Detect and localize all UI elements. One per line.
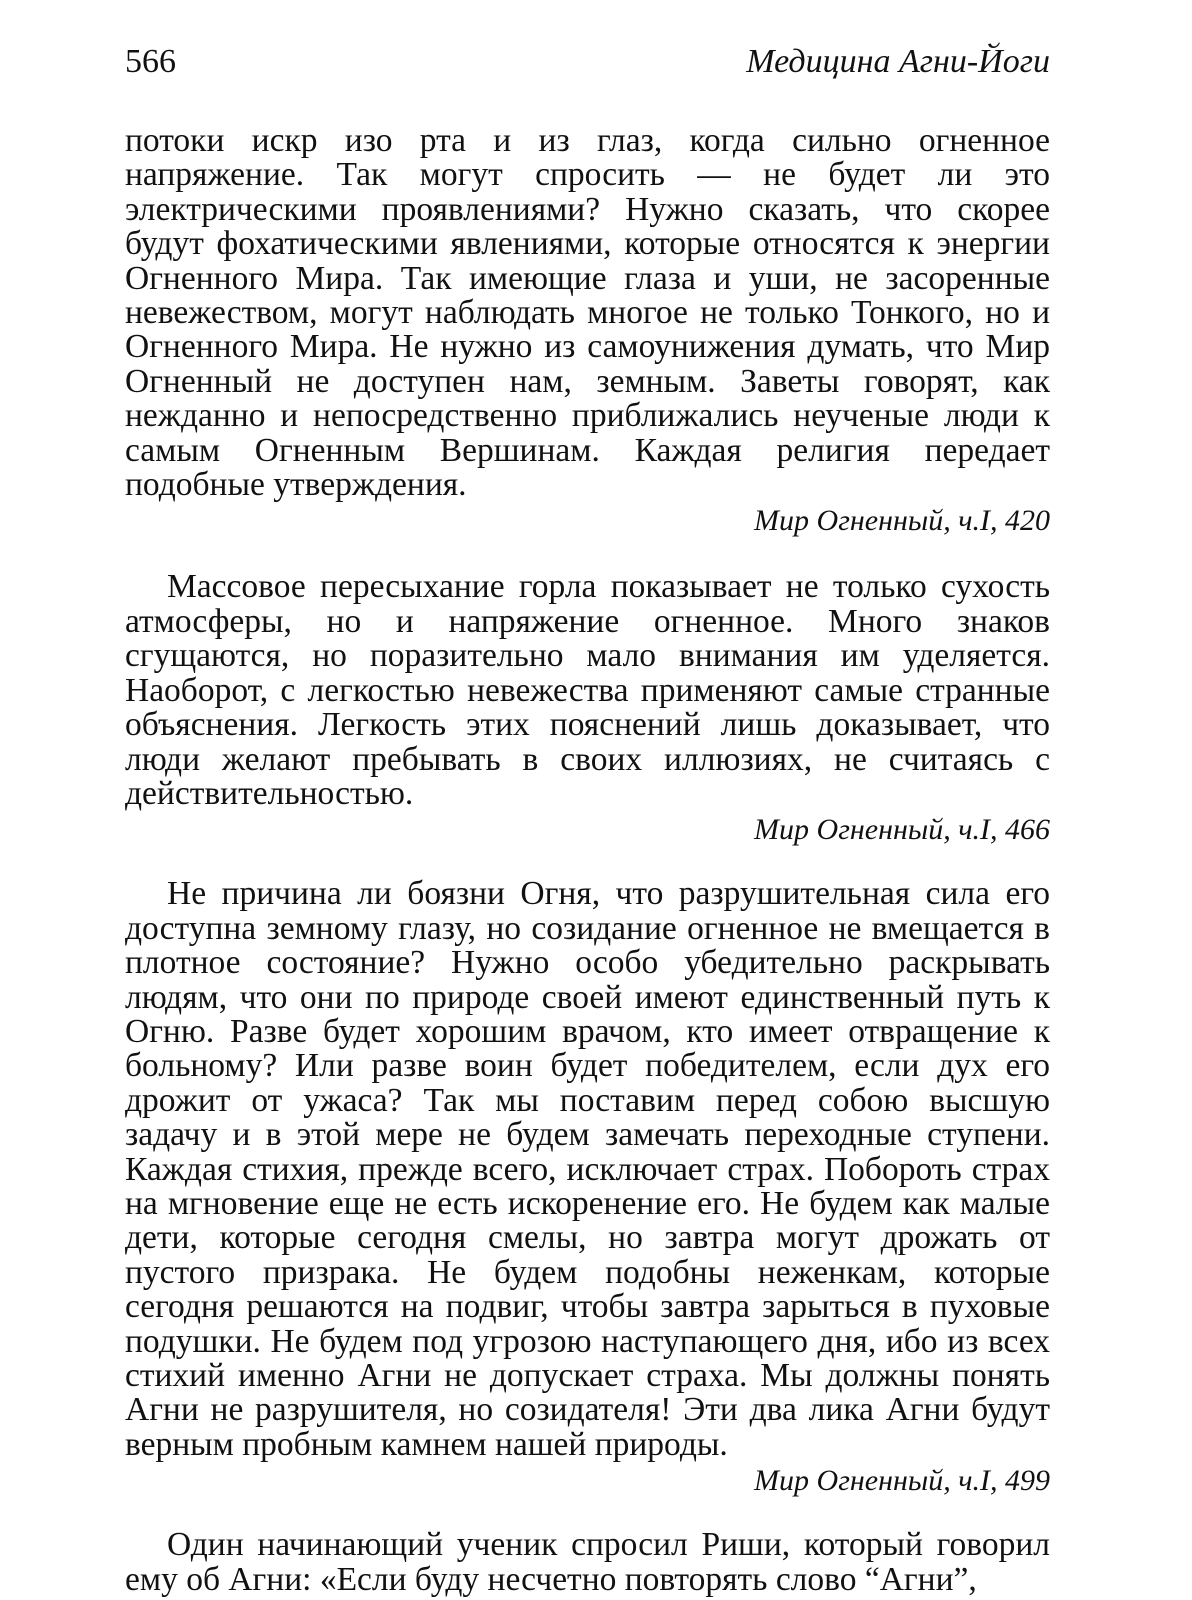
paragraph-4: Один начинающий ученик спросил Риши, который говорил ему об Агни: «Если буду несчетно повторять слово “Агни”, — [125, 1526, 1050, 1598]
paragraph-3: Не причина ли боязни Огня, что разрушительная сила его доступна земному глазу, но созидание огненное не вмещается в плотное состояние? Нужно особо убедительно раскрывать людям, что они по природе своей имеют единственный путь к Огню. Разве будет хорошим врачом, кто имеет отвращение к больному? Или разве воин будет победителем, если дух его дрожит от ужаса? Так мы поставим перед собою высшую задачу и в этой мере не будем замечать переходные ступени. Каждая стихия, прежде всего, исключает страх. Побороть страх на мгновение еще не есть искоренение его. Не будем как малые дети, которые сегодня смелы, но завтра могут дрожать от пустого призрака. Не будем подобны неженкам, которые сегодня решаются на подвиг, чтобы завтра зарыться в пуховые подушки. Не будем под угрозою наступающего дня, ибо из всех стихий именно Агни не допускает страха. Мы должны понять Агни не разрушителя, но созидателя! Эти два лика Агни будут верным пробным камнем нашей природы. — [125, 875, 1050, 1463]
paragraph-2: Массовое пересыхание горла показывает не только сухость атмосферы, но и напряжение огненное. Много знаков сгущаются, но поразительно мало внимания им уделяется. Наоборот, с легкостью невежества применяют самые странные объяснения. Легкость этих пояснений лишь доказывает, что люди желают пребывать в своих иллюзиях, не считаясь с действительностью. — [125, 568, 1050, 812]
page-content — [125, 124, 1050, 1597]
running-title: Медицина Агни-Йоги — [746, 43, 1050, 80]
source-citation-2: Мир Огненный, ч.I, 466 — [754, 813, 1050, 847]
page-number: 566 — [125, 43, 176, 80]
paragraph-1: потоки искр изо рта и из глаз, когда сильно огненное напряжение. Так могут спросить — не будет ли это электрическими проявлениями? Нужно сказать, что скорее будут фохатическими явлениями, которые относятся к энергии Огненного Мира. Так имеющие глаза и уши, не засоренные невежеством, могут наблюдать многое не только Тонкого, но и Огненного Мира. Не нужно из самоунижения думать, что Мир Огненный не доступен нам, земным. Заветы говорят, как нежданно и непосредственно приближались неученые люди к самым Огненным Вершинам. Каждая религия передает подобные утверждения. — [125, 122, 1050, 504]
book-page — [125, 36, 1050, 1598]
paragraph-spacer — [125, 1498, 1050, 1528]
page-header — [125, 36, 1050, 92]
paragraph-spacer — [125, 847, 1050, 877]
source-citation-3: Мир Огненный, ч.I, 499 — [754, 1464, 1050, 1498]
paragraph-spacer — [125, 538, 1050, 570]
source-citation-1: Мир Огненный, ч.I, 420 — [754, 504, 1050, 538]
